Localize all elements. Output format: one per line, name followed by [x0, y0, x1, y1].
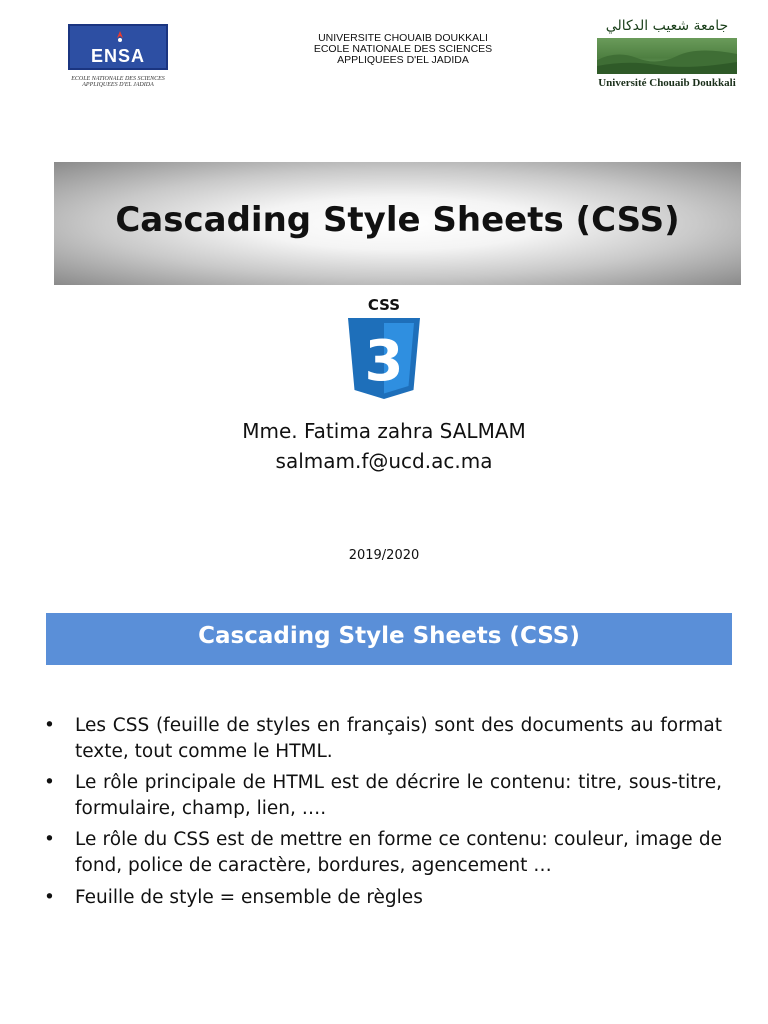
title-banner — [54, 162, 741, 285]
ensa-logo-subtitle-line2: APPLIQUEES D'EL JADIDA — [82, 82, 154, 88]
ensa-logo-subtitle-line1: ECOLE NATIONALE DES SCIENCES — [71, 76, 165, 82]
university-line-1: UNIVERSITE CHOUAIB DOUKKALI — [318, 32, 488, 44]
list-item — [44, 770, 722, 821]
css3-logo-label: CSS — [367, 296, 401, 314]
list-item — [44, 713, 722, 764]
ucd-logo-arabic-text: جامعة شعيب الدكالي — [605, 18, 729, 34]
university-line-2: ECOLE NATIONALE DES SCIENCES — [313, 43, 493, 55]
ucd-logo — [593, 14, 741, 92]
css3-logo-icon — [346, 296, 422, 402]
ensa-emblem-icon — [112, 30, 128, 46]
list-item-text: Le rôle du CSS est de mettre en forme ce contenu: couleur, image de fond, police de caractère, bordures, agencement … — [75, 829, 722, 876]
university-line-3: APPLIQUEES D'EL JADIDA — [337, 54, 469, 66]
list-item-text: Feuille de style = ensemble de règles — [75, 886, 423, 908]
section-title: Cascading Style Sheets (CSS) — [198, 623, 580, 649]
ensa-logo — [62, 24, 174, 88]
list-item — [44, 885, 722, 911]
ensa-logo-box — [68, 24, 168, 70]
ensa-logo-text: ENSA — [90, 46, 145, 66]
bullet-icon: • — [44, 886, 55, 908]
bullet-list — [44, 713, 722, 916]
css3-logo-numeral: 3 — [364, 329, 404, 394]
list-item-text: Les CSS (feuille de styles en français) sont des documents au format texte, tout comme le HTML. — [75, 715, 722, 762]
university-header — [270, 33, 536, 66]
list-item — [44, 827, 722, 878]
bullet-icon: • — [44, 829, 55, 851]
page-title: Cascading Style Sheets (CSS) — [115, 200, 680, 240]
author-name: Mme. Fatima zahra SALMAM — [242, 419, 526, 443]
academic-year: 2019/2020 — [348, 548, 420, 563]
section-header — [46, 613, 732, 665]
author-block — [0, 416, 768, 476]
ucd-landscape-icon — [597, 38, 737, 74]
ucd-logo-latin-text: Université Chouaib Doukkali — [598, 77, 736, 89]
bullet-icon: • — [44, 772, 55, 794]
bullet-icon: • — [44, 715, 55, 736]
ucd-logo-landscape — [597, 38, 737, 74]
list-item-text: Le rôle principale de HTML est de décrire le contenu: titre, sous-titre, formulaire, champ, lien, …. — [75, 772, 722, 819]
author-email: salmam.f@ucd.ac.ma — [275, 449, 493, 473]
